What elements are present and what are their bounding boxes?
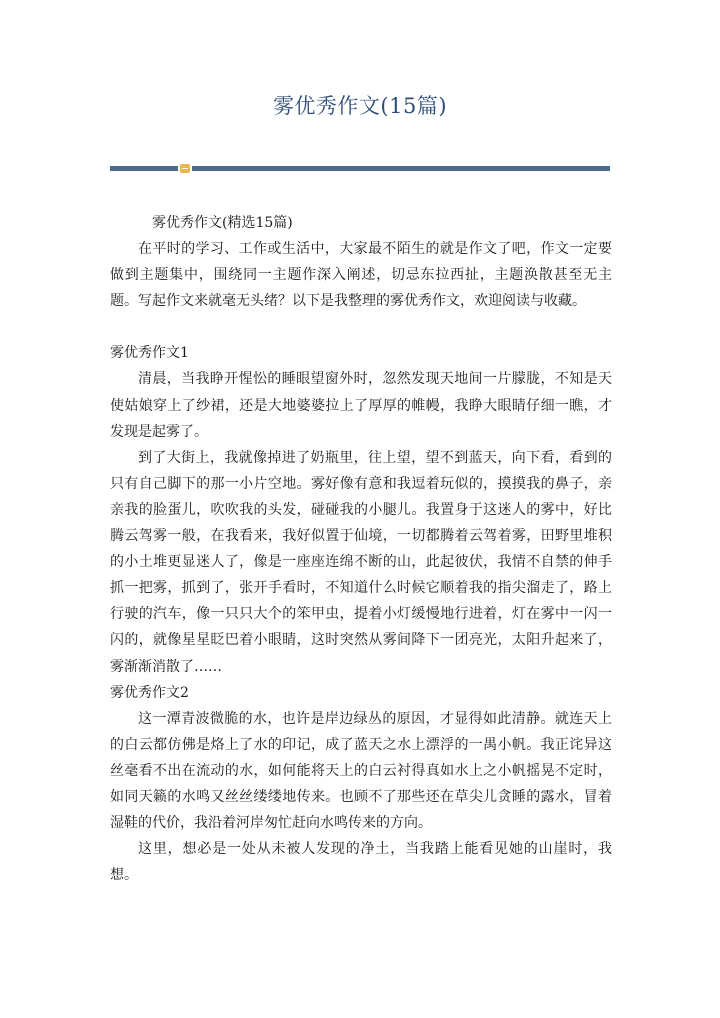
section-heading: 雾优秀作文1: [110, 345, 189, 362]
section-paragraph: 这里，想必是一处从未被人发现的净土，当我踏上能看见她的山崖时，我想。: [110, 841, 612, 884]
section-paragraph: 清晨，当我睁开惺忪的睡眼望窗外时，忽然发现天地间一片朦胧，不知是天使姑娘穿上了纱裙，还是大地婆婆拉上了厚厚的帷幔，我睁大眼睛仔细一瞧，才发现是起雾了。: [110, 371, 612, 440]
title-divider: [110, 164, 610, 174]
intro-subtitle: 雾优秀作文(精选15篇): [152, 215, 293, 231]
divider-badge-icon: [180, 164, 190, 173]
divider-bar-left: [110, 166, 178, 171]
document-body: [110, 210, 612, 888]
section-spacer: [110, 314, 612, 340]
section-paragraph: 这一潭青波微脆的水，也许是岸边绿丛的原因，才显得如此清静。就连天上的白云都仿佛是烙上了水的印记，成了蓝天之水上漂浮的一禺小帆。我正诧异这丝毫看不出在流动的水，如何能将天上的白云衬得真如水上之小帆摇晃不定时，如同天籁的水鸣又丝丝缕缕地传来。也顾不了那些还在草尖儿贪睡的露水，冒着湿鞋的代价，我沿着河岸匆忙赶向水鸣传来的方向。: [110, 710, 612, 832]
divider-bar-right: [192, 166, 610, 171]
intro-paragraph: 在平时的学习、工作或生活中，大家最不陌生的就是作文了吧，作文一定要做到主题集中，围绕同一主题作深入阐述，切忌东拉西扯，主题涣散甚至无主题。写起作文来就毫无头绪？以下是我整理的雾优秀作文，欢迎阅读与收藏。: [110, 241, 612, 310]
section-paragraph: 到了大街上，我就像掉进了奶瓶里，往上望，望不到蓝天，向下看，看到的只有自己脚下的那一小片空地。雾好像有意和我逗着玩似的，摸摸我的鼻子，亲亲我的脸蛋儿，吹吹我的头发，碰碰我的小腿儿。我置身于这迷人的雾中，好比腾云驾雾一般，在我看来，我好似置于仙境，一切都腾着云驾着雾，田野里堆积的小土堆更显迷人了，像是一座座连绵不断的山，此起彼伏，我情不自禁的伸手抓一把雾，抓到了，张开手看时，不知道什么时候它顺着我的指尖溜走了，路上行驶的汽车，像一只只大个的笨甲虫，提着小灯缓慢地行进着，灯在雾中一闪一闪的，就像星星眨巴着小眼睛，这时突然从雾间降下一团亮光，太阳升起来了，雾渐渐消散了……: [110, 449, 612, 675]
document-title: 雾优秀作文(15篇): [272, 94, 448, 118]
section-heading: 雾优秀作文2: [110, 684, 189, 701]
